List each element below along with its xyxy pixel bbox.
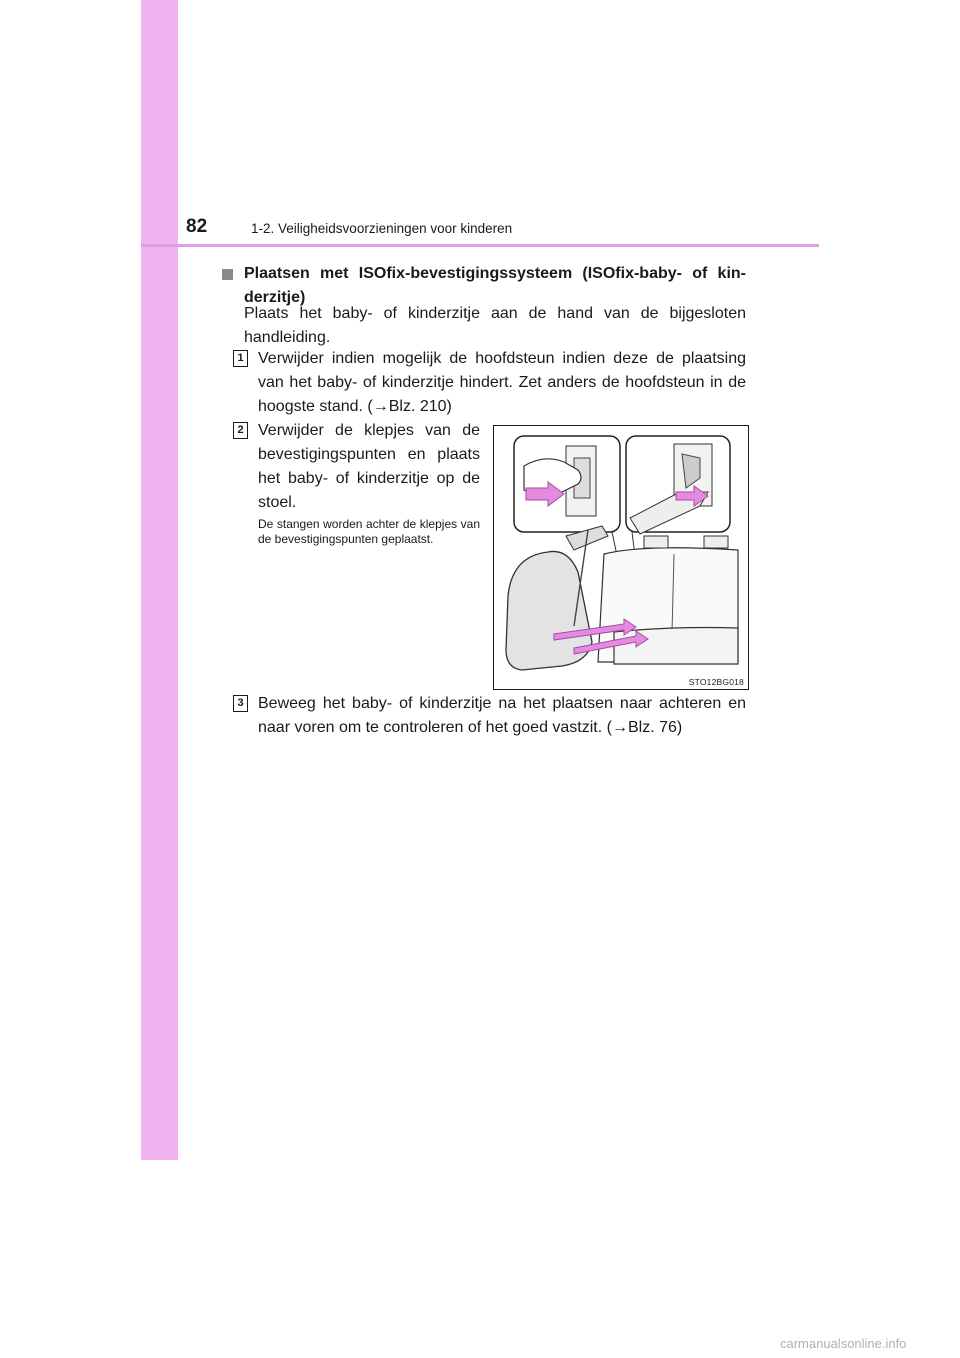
- chapter-sidebar: [141, 0, 178, 1160]
- section-title: 1-2. Veiligheidsvoorzieningen voor kinderen: [251, 221, 513, 236]
- isofix-installation-illustration: [493, 425, 749, 690]
- page-number: 82: [186, 216, 208, 237]
- step-badge-2: 2: [233, 422, 248, 439]
- rear-seat-cushion: [614, 628, 738, 665]
- heading-text: Plaatsen met ISOfix-bevestigingssysteem (ISOfix-baby- of kinderzitje): [244, 265, 746, 306]
- step-badge-1: 1: [233, 350, 248, 367]
- step-text-3: Beweeg het baby- of kinderzitje na het plaatsen naar achteren en naar voren om te controleren of het goed vastzit. (→Blz. 76): [258, 695, 746, 736]
- watermark: carmanualsonline.info: [780, 1336, 907, 1351]
- illustration-drawing: [494, 426, 748, 689]
- step-note-2: De stangen worden achter de klepjes van de bevestigingspunten geplaatst.: [258, 517, 480, 546]
- header-rule: [141, 244, 819, 247]
- square-bullet-icon: [222, 269, 233, 280]
- figure-code: STO12BG018: [688, 677, 744, 687]
- step-text-1: Verwijder indien mogelijk de hoofdsteun indien deze de plaatsing van het baby- of kinderzitje hindert. Zet anders de hoofdsteun in de hoogste stand. (→Blz. 210): [258, 350, 746, 415]
- step-text-2: Verwijder de klepjes van de bevestigingspunten en plaats het baby- of kinderzitje op de stoel.: [258, 422, 480, 511]
- intro-paragraph: Plaats het baby- of kinderzitje aan de hand van de bijgesloten handleiding.: [244, 305, 746, 346]
- step-badge-3: 3: [233, 695, 248, 712]
